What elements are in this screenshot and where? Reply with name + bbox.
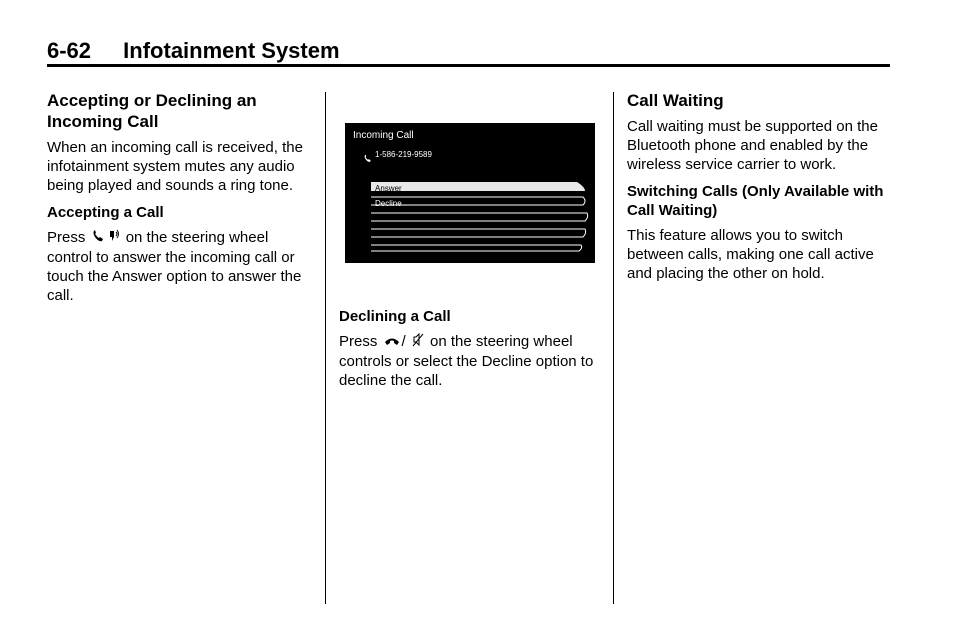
screen-title: Incoming Call — [353, 130, 414, 141]
press-suffix: on the steering wheel — [430, 333, 573, 350]
press-rest: controls or select the Decline option to decline the call. — [339, 352, 594, 389]
accept-instruction — [47, 228, 309, 305]
intro-paragraph: When an incoming call is received, the infotainment system mutes any audio being played and sounds a ring tone. — [47, 139, 303, 194]
voice-command-icon — [108, 229, 120, 248]
intro-paragraph: Call waiting must be supported on the Bluetooth phone and enabled by the wireless service carrier to work. — [627, 118, 878, 173]
caller-number: 1-586-219-9589 — [375, 150, 432, 159]
page-number: 6-62 — [47, 38, 92, 63]
decline-option: Decline — [375, 199, 402, 208]
phone-handset-icon — [92, 229, 104, 248]
column-divider — [613, 92, 614, 604]
section-heading: Accepting or Declining an Incoming Call — [47, 91, 257, 131]
section-title: Infotainment System — [123, 38, 340, 63]
page-header — [47, 38, 890, 68]
column-divider — [325, 92, 326, 604]
subheading-switching: Switching Calls (Only Available with Call Waiting) — [627, 183, 884, 219]
decline-instruction — [339, 332, 599, 390]
press-rest: control to answer the incoming call or touch the Answer option to answer the call. — [47, 248, 302, 304]
column-middle — [339, 92, 599, 398]
hang-up-icon — [384, 333, 400, 352]
incoming-call-screen — [345, 123, 595, 263]
section-heading: Call Waiting — [627, 91, 724, 110]
press-word: Press — [47, 229, 86, 246]
press-word: Press — [339, 333, 378, 350]
option-list-lines — [345, 123, 595, 263]
subheading-accepting: Accepting a Call — [47, 204, 164, 221]
mute-icon — [412, 333, 424, 352]
switching-paragraph: This feature allows you to switch between calls, making one call active and placing the other on hold. — [627, 227, 874, 282]
column-left — [47, 90, 309, 313]
header-rule — [47, 64, 890, 67]
subheading-declining: Declining a Call — [339, 308, 451, 325]
column-right — [627, 90, 897, 291]
slash: / — [401, 333, 406, 350]
answer-option: Answer — [375, 184, 402, 193]
press-suffix: on the steering wheel — [125, 229, 269, 246]
